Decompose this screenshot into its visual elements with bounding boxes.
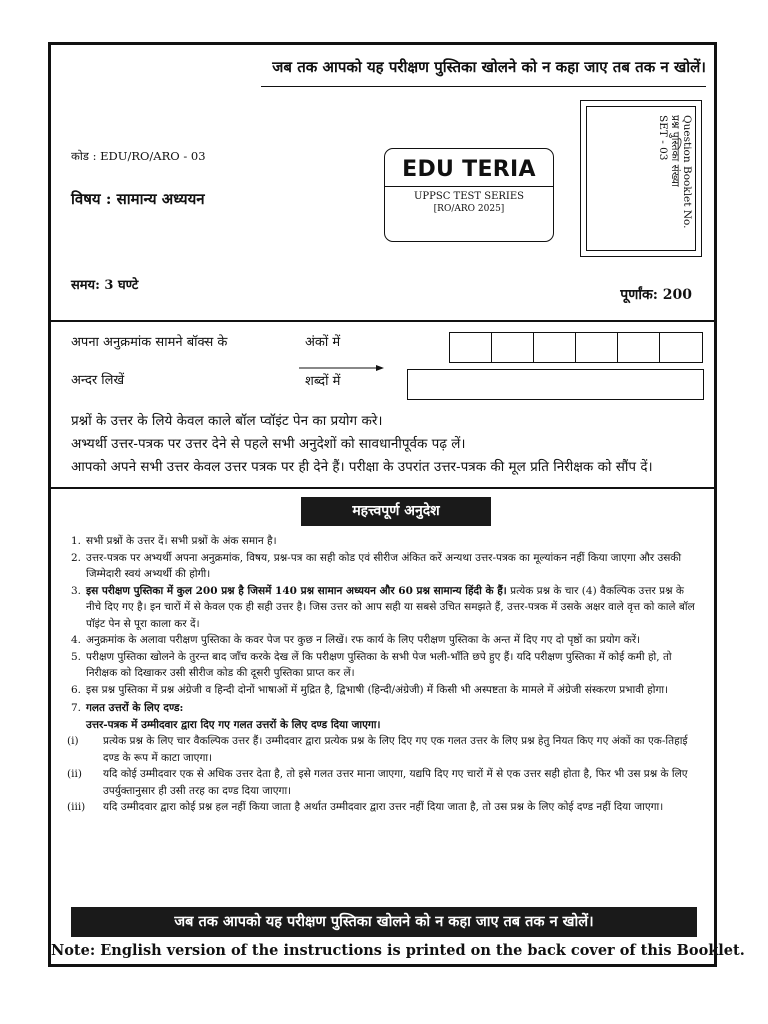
roll-label-line2: अन्दर लिखें [71, 373, 125, 388]
penalty-item: (iii) यदि उम्मीदवार द्वारा कोई प्रश्न हल नहीं किया जाता है अर्थात उम्मीदवार द्वारा उत्तर नहीं दिया जाता है, तो उस प्रश्न के लिए कोई दण्ड नहीं दिया जाएगा। [67, 801, 664, 813]
brand-logo-box [384, 148, 554, 242]
booklet-code: कोड : EDU/RO/ARO - 03 [71, 149, 206, 163]
brand-divider [385, 186, 553, 187]
instruction-item: 3. इस परीक्षण पुस्तिका में कुल 200 प्रश्न है जिसमें 140 प्रश्न सामान अध्ययन और 60 प्रश्न सामान्य हिंदी के हैं। प्रत्येक प्रश्न के चार (4) वैकल्पिक उत्तर प्रश्न के नीचे दिए गए है। इन चारों में से केवल एक ही सही उत्तर है। जिस उत्तर को आप सही या सबसे उचित समझते हैं, उत्तर-पत्रक में उसके अक्षर वाले वृत्त को काले बॉल पॉइंट पेन से पूरा काला कर दें। [71, 584, 695, 630]
booklet-number-labels [657, 115, 693, 229]
booklet-label-hindi: प्रश्न पुस्तिका संख्या [669, 115, 681, 187]
booklet-number-inner-box [586, 106, 696, 251]
penalty-item: (ii) यदि कोई उम्मीदवार एक से अधिक उत्तर देता है, तो इसे गलत उत्तर माना जाएगा, यद्यपि दिए गए चारों में से एक उत्तर सही होता है, फिर भी उस प्रश्न के लिए उपर्युक्तानुसार ही उसी तरह का दण्ड दिया जाएगा। [67, 768, 688, 797]
instruction-item: 6. इस प्रश्न पुस्तिका में प्रश्न अंग्रेजी व हिन्दी दोनों भाषाओं में मुद्रित है, द्विभाषी (हिन्दी/अंग्रेजी) में किसी भी अस्पष्टता के मामले में अंग्रेजी संस्करण प्रभावी होगा। [71, 683, 669, 696]
roll-digit-box[interactable] [534, 333, 576, 362]
subject-title: विषय : सामान्य अध्ययन [71, 190, 205, 208]
roll-label-line1: अपना अनुक्रमांक सामने बॉक्स के [71, 335, 228, 350]
section-divider [51, 487, 714, 489]
booklet-set: SET - 03 [657, 115, 669, 161]
brand-subtitle: [RO/ARO 2025] [433, 204, 505, 214]
top-rule [261, 86, 706, 87]
question-booklet-number-box [580, 100, 702, 257]
bottom-warning: जब तक आपको यह परीक्षण पुस्तिका खोलने को न कहा जाए तब तक न खोलें। [71, 907, 697, 937]
roll-digit-box[interactable] [492, 333, 534, 362]
instruction-item: 2. उत्तर-पत्रक पर अभ्यर्थी अपना अनुक्रमांक, विषय, प्रश्न-पत्र का सही कोड एवं सीरीज अंकित करें अन्यथा उत्तर-पत्रक का मूल्यांकन नहीं किया जाएगा और उसकी जिम्मेदारी स्वयं अभ्यर्थी की होगी। [71, 551, 682, 580]
penalty-item: (i) प्रत्येक प्रश्न के लिए चार वैकल्पिक उत्तर हैं। उम्मीदवार द्वारा प्रत्येक प्रश्न के लिए दिए गए एक गलत उत्तर के लिए प्रश्न हेतु नियत किए गए अंकों का एक-तिहाई दण्ड के रूप में काटा जाएगा। [67, 735, 688, 764]
instruction-item: 5. परीक्षण पुस्तिका खोलने के तुरन्त बाद जाँच करके देख लें कि परीक्षण पुस्तिका के सभी पेज भली-भाँति छपे हुए हैं। यदि परीक्षण पुस्तिका में कोई कमी हो, तो निरीक्षक को दिखाकर उसी सीरीज कोड की दूसरी पुस्तिका प्राप्त कर लें। [71, 650, 672, 679]
instructions-list [51, 533, 716, 816]
english-version-note: Note: English version of the instructions is printed on the back cover of this Booklet. [51, 942, 745, 959]
booklet-cover [48, 42, 745, 967]
note-line: अभ्यर्थी उत्तर-पत्रक पर उत्तर देने से पहले सभी अनुदेशों को सावधानीपूर्वक पढ़ लें। [71, 436, 466, 452]
brand-name: EDU TERIA [402, 157, 536, 182]
roll-number-words-field[interactable] [407, 369, 704, 400]
instruction-item: 1. सभी प्रश्नों के उत्तर दें। सभी प्रश्नों के अंक समान है। [71, 535, 277, 547]
section-divider [51, 320, 714, 322]
total-marks: पूर्णांक: 200 [620, 287, 692, 303]
top-warning: जब तक आपको यह परीक्षण पुस्तिका खोलने को न कहा जाए तब तक न खोलें। [272, 58, 706, 76]
booklet-label-english: Question Booklet No. [681, 115, 693, 229]
instructions-heading: महत्त्वपूर्ण अनुदेश [301, 497, 491, 526]
roll-digit-box[interactable] [618, 333, 660, 362]
roll-digits-label: अंकों में [305, 335, 341, 350]
roll-words-label: शब्दों में [305, 374, 341, 389]
brand-series: UPPSC TEST SERIES [413, 191, 524, 202]
roll-digit-box[interactable] [660, 333, 702, 362]
roll-digit-box[interactable] [576, 333, 618, 362]
roll-digit-box[interactable] [450, 333, 492, 362]
note-line: आपको अपने सभी उत्तर केवल उत्तर पत्रक पर ही देने हैं। परीक्षा के उपरांत उत्तर-पत्रक की मूल प्रति निरीक्षक को सौंप दें। [71, 459, 653, 475]
penalty-intro: उत्तर-पत्रक में उम्मीदवार द्वारा दिए गए गलत उत्तरों के लिए दण्ड दिया जाएगा। [86, 718, 381, 731]
pen-instructions [71, 410, 653, 479]
arrow-right-icon [299, 363, 384, 373]
instruction-item: 7. गलत उत्तरों के लिए दण्ड: [71, 702, 184, 714]
instruction-item: 4. अनुक्रमांक के अलावा परीक्षण पुस्तिका के कवर पेज पर कुछ न लिखें। रफ कार्य के लिए परीक्षण पुस्तिका के अन्त में दिए गए दो पृष्ठों का प्रयोग करें। [71, 634, 641, 646]
exam-time: समय: 3 घण्टे [71, 278, 139, 293]
roll-number-digits-field[interactable] [449, 332, 703, 363]
note-line: प्रश्नों के उत्तर के लिये केवल काले बॉल प्वॉइंट पेन का प्रयोग करे। [71, 413, 383, 429]
